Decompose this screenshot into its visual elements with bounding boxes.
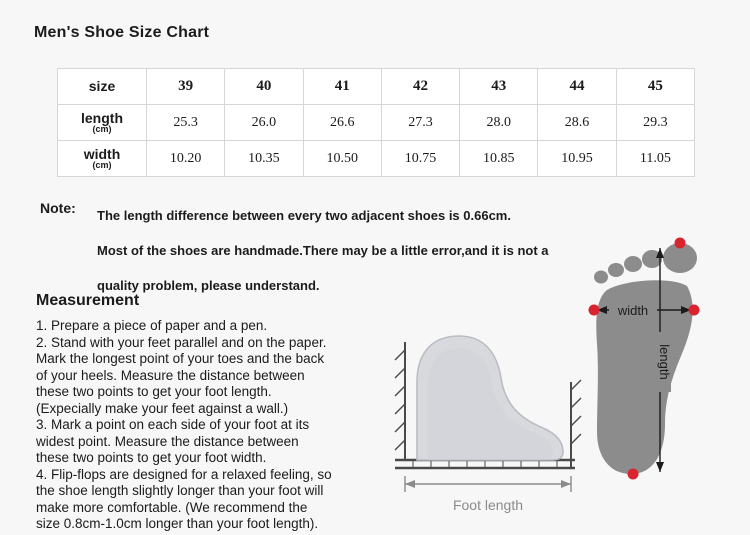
- width-label: width: [617, 303, 649, 318]
- cell-size-44: 44: [538, 69, 616, 105]
- cell-size-43: 43: [460, 69, 538, 105]
- toe-3: [624, 256, 642, 272]
- toe-4: [608, 263, 624, 277]
- cell-size-45: 45: [616, 69, 694, 105]
- toe-5: [594, 271, 608, 284]
- measurement-illustration: [375, 232, 735, 522]
- marker-dot-right: [689, 305, 700, 316]
- length-label: length: [657, 344, 672, 380]
- cell-size-40: 40: [225, 69, 303, 105]
- measurement-line: (Expecially make your feet against a wall.): [36, 400, 289, 416]
- cell-length-40: 26.0: [225, 105, 303, 141]
- note-line: Most of the shoes are handmade.There may be a little error,and it is not a: [97, 243, 549, 258]
- footprint-top-view-diagram: [589, 238, 700, 480]
- measurement-line: Mark the longest point of your toes and the back: [36, 351, 325, 366]
- row-header-size: size: [58, 69, 147, 105]
- table-row: [58, 141, 695, 177]
- cell-length-42: 27.3: [381, 105, 459, 141]
- note-line: quality problem, please understand.: [97, 278, 320, 293]
- note-label: Note:: [40, 200, 76, 216]
- unit-label: (cm): [92, 123, 112, 134]
- cell-length-43: 28.0: [460, 105, 538, 141]
- page-title: Men's Shoe Size Chart: [34, 24, 210, 41]
- cell-size-42: 42: [381, 69, 459, 105]
- measurement-text: [36, 318, 381, 533]
- cell-size-39: 39: [147, 69, 225, 105]
- measurement-line: 1. Prepare a piece of paper and a pen.: [36, 318, 268, 333]
- row-header-length: length (cm): [58, 105, 147, 141]
- row-header-width: width (cm): [58, 141, 147, 177]
- cell-width-44: 10.95: [538, 141, 616, 177]
- marker-dot-bottom: [628, 469, 639, 480]
- cell-width-40: 10.35: [225, 141, 303, 177]
- measurement-line: size 0.8cm-1.0cm longer than your foot length).: [36, 516, 319, 531]
- cell-width-39: 10.20: [147, 141, 225, 177]
- marker-dot-top: [675, 238, 686, 249]
- cell-length-45: 29.3: [616, 105, 694, 141]
- measurement-line: 3. Mark a point on each side of your foot at its: [36, 417, 310, 432]
- note-line: The length difference between every two adjacent shoes is 0.66cm.: [97, 208, 511, 223]
- marker-dot-left: [589, 305, 600, 316]
- measurement-line: make more comfortable. (We recommend the: [36, 499, 308, 515]
- cell-size-41: 41: [303, 69, 381, 105]
- shoe-side-view-diagram: [395, 336, 581, 513]
- measurement-line: widest point. Measure the distance between: [36, 433, 299, 449]
- cell-length-44: 28.6: [538, 105, 616, 141]
- measurement-heading: Measurement: [36, 292, 140, 309]
- measurement-line: these two points to get your foot length.: [36, 384, 272, 399]
- measurement-line: the shoe length slightly longer than your foot will: [36, 483, 324, 498]
- table-row: [58, 69, 695, 105]
- foot-length-dimension: [405, 476, 571, 513]
- measurement-line: 2. Stand with your feet parallel and on the paper.: [36, 334, 327, 350]
- size-chart-table: [57, 68, 695, 177]
- cell-width-43: 10.85: [460, 141, 538, 177]
- cell-width-45: 11.05: [616, 141, 694, 177]
- measurement-line: 4. Flip-flops are designed for a relaxed feeling, so: [36, 466, 332, 482]
- cell-width-42: 10.75: [381, 141, 459, 177]
- cell-length-39: 25.3: [147, 105, 225, 141]
- unit-label: (cm): [92, 159, 112, 170]
- measurement-line: of your heels. Measure the distance between: [36, 367, 305, 383]
- foot-length-label: Foot length: [452, 497, 524, 513]
- measurement-line: these two points to get your foot width.: [36, 450, 267, 465]
- cell-length-41: 26.6: [303, 105, 381, 141]
- table-row: [58, 105, 695, 141]
- cell-width-41: 10.50: [303, 141, 381, 177]
